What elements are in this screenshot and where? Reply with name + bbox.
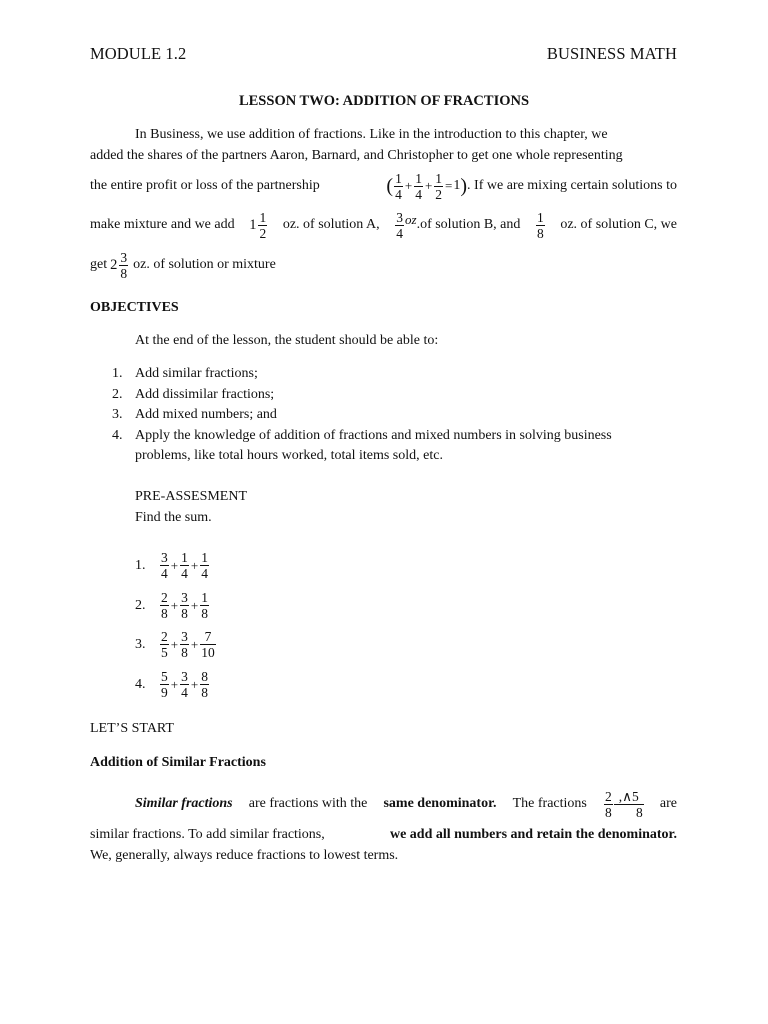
similar-line-3: We, generally, always reduce fractions to lowest terms. <box>90 848 399 863</box>
module-label: MODULE 1.2 <box>90 44 187 63</box>
plus-sign: + <box>424 178 433 193</box>
fraction-b: $\frac{3}{4}$ <box>396 209 403 241</box>
equals-sign: = <box>445 178 453 193</box>
intro-line-5 <box>90 248 677 282</box>
plus-sign: + <box>404 178 413 193</box>
list-item: 1. Add similar fractions; <box>112 366 258 381</box>
intro-line-5-b: oz. of solution or mixture <box>133 257 276 272</box>
problem-row: 4. $\frac{5}{9}$ + $\frac{3}{4}$ + $\frac{8}{8}$ <box>135 669 208 700</box>
open-paren: ( <box>386 175 394 197</box>
intro-line-4 <box>90 208 677 242</box>
problem-row: 1. $\frac{3}{4}$ + $\frac{1}{4}$ + $\frac{1}{4}$ <box>135 550 208 581</box>
intro-line-2: added the shares of the partners Aaron, Barnard, and Christopher to get one whole representing <box>90 148 623 163</box>
equation-result: 1 <box>453 178 461 193</box>
intro-line-3 <box>90 170 677 202</box>
lets-start-heading: LET’S START <box>90 721 174 736</box>
similar-text-3: The fractions <box>512 796 587 811</box>
list-item: 3. Add mixed numbers; and <box>112 407 277 422</box>
pre-assessment-instruction: Find the sum. <box>135 510 212 525</box>
similar-line-2-b: we add all numbers and retain the denominator. <box>389 827 677 842</box>
intro-line-5-a: get <box>90 257 108 272</box>
objectives-list <box>112 364 677 467</box>
list-item-continuation: problems, like total hours worked, total items sold, etc. <box>135 448 443 463</box>
similar-fractions-heading: Addition of Similar Fractions <box>90 755 266 770</box>
mixed-number-total: 2 $\frac{3}{8}$ <box>110 249 128 281</box>
intro-line-1 <box>135 125 677 145</box>
problem-row: 3. $\frac{2}{5}$ + $\frac{3}{8}$ + $\frac{7}{10}$ <box>135 629 215 660</box>
intro-line-4-d: oz. of solution C, we <box>560 217 677 232</box>
intro-line-3-after: . If we are mixing certain solutions to <box>467 178 677 193</box>
partnership-equation <box>386 171 677 202</box>
fraction: $\frac{1}{4}$ <box>395 170 402 202</box>
fraction: $\frac{1}{4}$ <box>415 170 422 202</box>
objectives-heading: OBJECTIVES <box>90 300 179 315</box>
intro-line-4-c: .of solution B, and <box>416 217 521 232</box>
similar-text-4: are <box>659 796 677 811</box>
list-item: 4. Apply the knowledge of addition of fractions and mixed numbers in solving business <box>112 427 612 443</box>
similar-line-1 <box>135 786 677 822</box>
intro-line-4-b: oz. of solution A, <box>282 217 380 232</box>
intro-line-3-words: the entire profit or loss of the partnership <box>90 178 320 193</box>
fraction: $\frac{1}{2}$ <box>435 170 443 202</box>
intro-line-4-a: make mixture and we add <box>90 217 235 232</box>
same-denominator-text: same denominator. <box>383 796 497 811</box>
term-similar-fractions: Similar fractions <box>135 796 233 811</box>
close-paren: ) <box>460 175 468 197</box>
similar-line-2 <box>90 825 677 845</box>
similar-line-2-a: similar fractions. To add similar fractions, <box>90 827 325 842</box>
pre-assessment-heading: PRE-ASSESMENT <box>135 489 248 504</box>
list-item: 2. Add dissimilar fractions; <box>112 386 275 402</box>
problem-row: 2. $\frac{2}{8}$ + $\frac{3}{8}$ + $\frac{1}{8}$ <box>135 590 208 621</box>
fraction-b-group <box>394 210 520 241</box>
mixed-number-a: 1 $\frac{1}{2}$ <box>249 209 267 241</box>
objectives-lead: At the end of the lesson, the student should be able to: <box>135 333 439 348</box>
intro-line-1-text: In Business, we use addition of fractions. Like in the introduction to this chapter, we <box>135 127 608 142</box>
similar-text-1: are fractions with the <box>248 796 368 811</box>
fraction-c: $\frac{1}{8}$ <box>537 209 544 241</box>
oz-italic: oz <box>405 212 417 227</box>
subject-label: BUSINESS MATH <box>546 44 677 63</box>
lesson-title: LESSON TWO: ADDITION OF FRACTIONS <box>238 93 530 109</box>
example-fractions: $\frac{2}{8}$ $\frac{,\wedge 5}{8}$ <box>605 788 643 820</box>
